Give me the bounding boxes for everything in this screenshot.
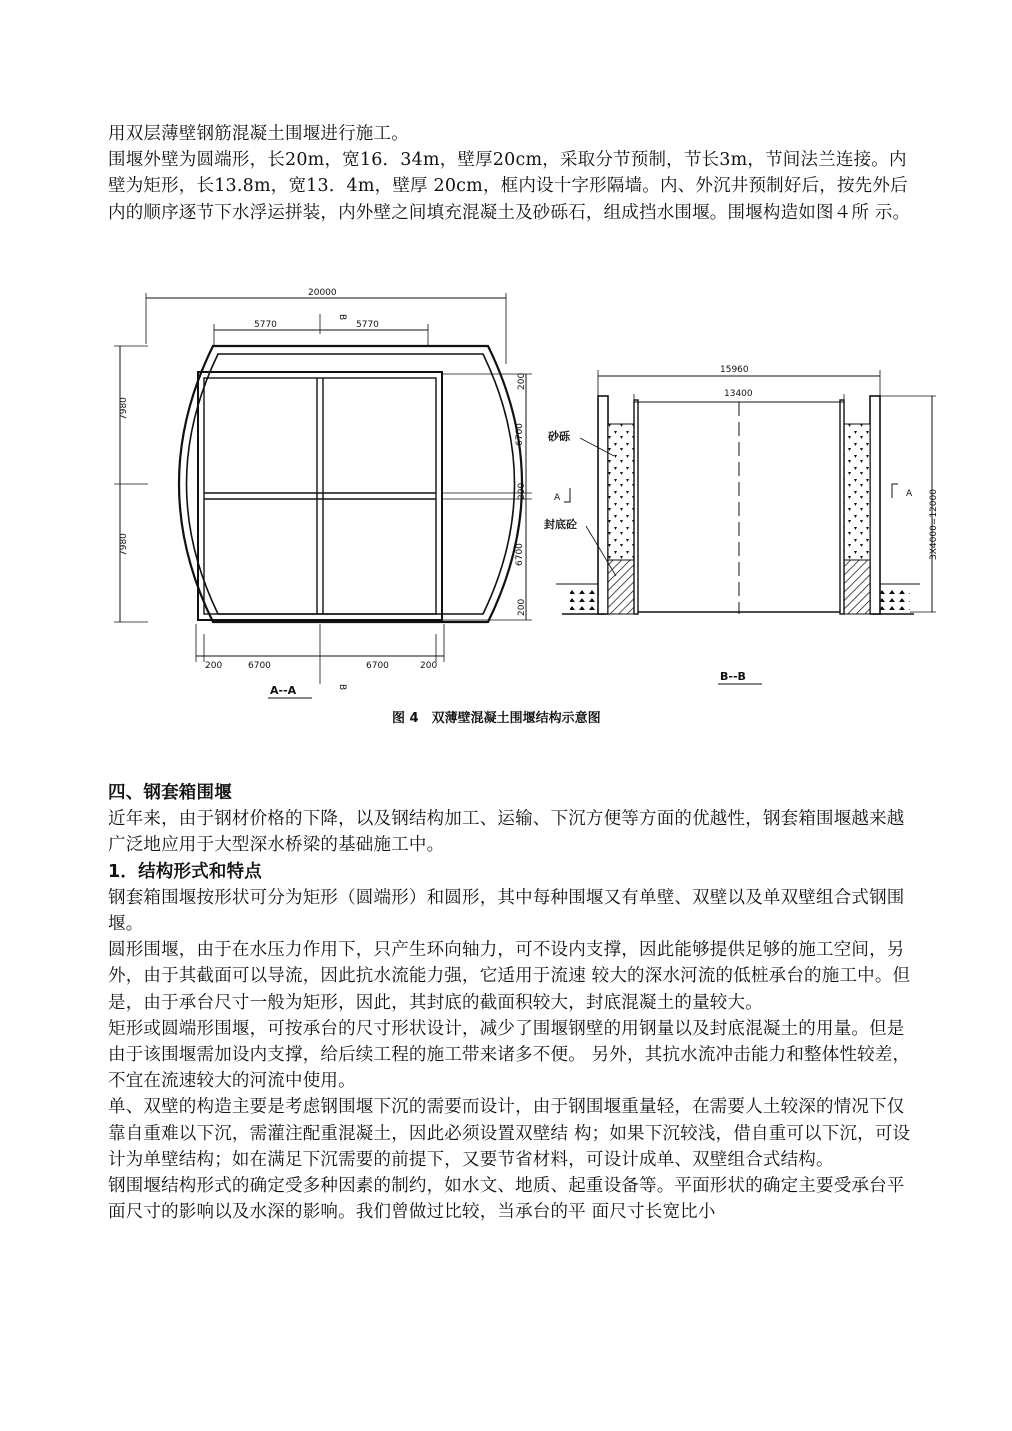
dim-bottom-3: 6700 (366, 661, 389, 671)
figure-caption: 图 4 双薄壁混凝土围堰结构示意图 (392, 711, 601, 726)
dim-section-inner: 13400 (724, 389, 753, 399)
plan-view-label: A--A (270, 684, 297, 697)
soil-right (880, 586, 910, 612)
dim-bottom-4: 200 (420, 661, 438, 671)
dim-bottom-2: 6700 (248, 661, 271, 671)
dim-left-upper: 7980 (119, 397, 129, 420)
dim-top-left: 5770 (254, 320, 277, 330)
section-view-label: B--B (720, 670, 746, 683)
sub-heading: 1．结构形式和特点 (108, 861, 262, 882)
intro-paragraph: 用双层薄壁钢筋混凝土围堰进行施工。 (108, 124, 409, 144)
dim-top-total: 20000 (308, 288, 337, 298)
body-paragraph: 单、双壁的构造主要是考虑钢围堰下沉的需要而设计，由于钢围堰重量轻，在需要人土较深的情况下仅靠自重难以下沉，需灌注配重混凝土，因此必须设置双壁结 构；如果下沉较浅，借自重可以下沉，可设计为单壁结构；如在满足下沉需要的前提下，又要节省材料，可设计成单、双壁组合式结构。 (108, 1097, 911, 1170)
label-gravel: 砂砾 (548, 430, 570, 443)
soil-left (570, 586, 598, 612)
section-mark-left: A (554, 493, 561, 503)
dim-right-lower: 6700 (515, 543, 525, 566)
dim-bottom-1: 200 (205, 661, 223, 671)
section-heading: 四、钢套箱围堰 (108, 783, 232, 803)
dim-top-right: 5770 (356, 320, 379, 330)
dim-right-upper: 6700 (515, 423, 525, 446)
body-paragraph: 矩形或圆端形围堰，可按承台的尺寸形状设计，减少了围堰钢壁的用钢量以及封底混凝土的用量。但是由于该围堰需加设内支撑，给后续工程的施工带来诸多不便。 另外，其抗水流冲击能力和整体性较差，不宜在流速较大的河流中使用。 (108, 1018, 911, 1092)
section-mark-bottom: B (337, 684, 347, 691)
section-mark-right: A (906, 489, 913, 499)
body-paragraph: 圆形围堰，由于在水压力作用下，只产生环向轴力，可不设内支撑，因此能够提供足够的施工空间，另外，由于其截面可以导流，因此抗水流能力强，它适用于流速 较大的深水河流的低桩承台的施工中。但是，由于承台尺寸一般为矩形，因此，其封底的截面积较大，封底混凝土的量较大。 (108, 940, 911, 1013)
body-paragraph: 近年来，由于钢材价格的下降，以及钢结构加工、运输、下沉方便等方面的优越性，钢套箱围堰越来越广泛地应用于大型深水桥梁的基础施工中。 (108, 809, 905, 856)
intro-paragraph: 围堰外壁为圆端形，长20m，宽16．34m，壁厚20cm，采取分节预制，节长3m，节间法兰连接。内壁为矩形，长13.8m，宽13．4m，壁厚 20cm，框内设十字形隔墙。内、外沉井预制好后，按先外后内的顺序逐节下水浮运拼装，内外壁之间填充混凝土及砂砾石，组成挡水围堰。围堰构造如图４所 示。 (108, 150, 911, 223)
body-paragraph: 钢围堰结构形式的确定受多种因素的制约，如水文、地质、起重设备等。平面形状的确定主要受承台平面尺寸的影响以及水深的影响。我们曾做过比较，当承台的平 面尺寸长宽比小 (108, 1176, 905, 1223)
dim-right-bottom: 200 (517, 598, 527, 616)
dim-right-top: 200 (517, 372, 527, 390)
section-mark-top: B (337, 314, 347, 321)
dim-left-lower: 7980 (119, 533, 129, 556)
body-paragraph: 钢套箱围堰按形状可分为矩形（圆端形）和圆形，其中每种围堰又有单壁、双壁以及单双壁组合式钢围堰。 (108, 887, 905, 935)
structure-diagram (108, 284, 939, 726)
dim-right-mid: 200 (517, 482, 527, 500)
dim-section-height: 3X4000=12000 (929, 489, 939, 560)
body-text (108, 780, 920, 1225)
plan-view (114, 288, 532, 698)
label-seal-concrete: 封底砼 (544, 518, 577, 531)
dim-section-outer: 15960 (720, 365, 749, 375)
intro-text (108, 121, 920, 226)
figure-4 (108, 284, 939, 726)
section-view (544, 365, 939, 684)
